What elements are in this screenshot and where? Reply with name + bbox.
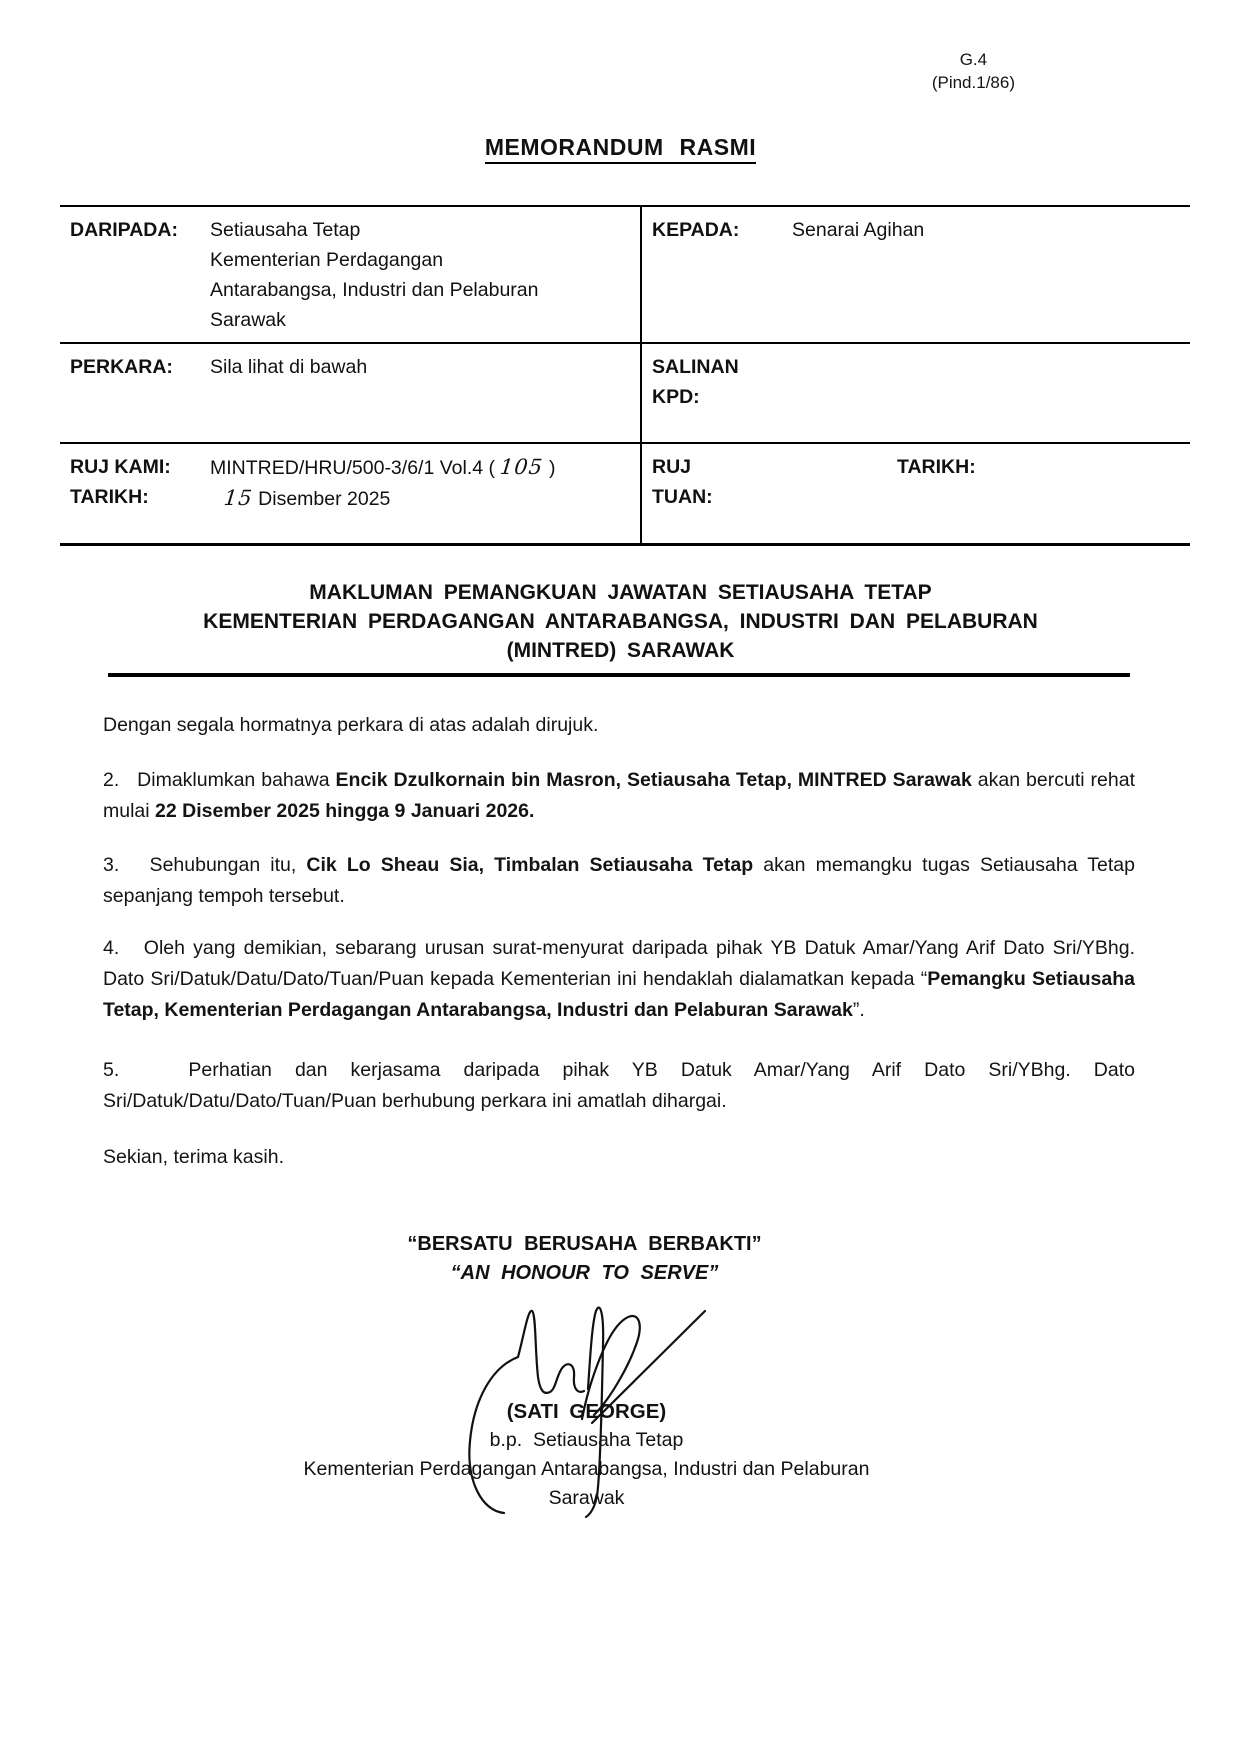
ruj-kami-label: RUJ KAMI: — [70, 456, 171, 478]
memo-title — [0, 0, 1241, 163]
kepada-value: Senarai Agihan — [792, 219, 925, 241]
perkara-value: Sila lihat di bawah — [210, 356, 368, 378]
daripada-line-4: Sarawak — [210, 309, 286, 331]
cell-ruj-kami-tarikh — [60, 444, 640, 543]
cell-ruj-tuan-tarikh — [640, 444, 1190, 543]
signature-text — [0, 1397, 1207, 1513]
daripada-line-1: Setiausaha Tetap — [210, 219, 361, 241]
paragraph-4 — [103, 933, 1135, 1026]
signature-block — [0, 1397, 1241, 1513]
salinan-label — [652, 352, 739, 412]
ruj-tuan-wrap — [652, 452, 1184, 512]
ruj-tuan-label-line2: TUAN: — [652, 486, 713, 508]
para3-seg1: 3. Sehubungan itu, — [103, 853, 307, 876]
daripada-value — [210, 215, 538, 335]
para3-seg3: akan memangku tugas Setiausaha Tetap sepanjang tempoh tersebut. — [103, 853, 1135, 907]
paragraph-5: 5. Perhatian dan kerjasama daripada pihak YB Datuk Amar/Yang Arif Dato Sri/YBhg. Dato Sri/Datuk/Datu/Dato/Tuan/Puan berhubung perkara ini amatlah dihargai. — [103, 1058, 1135, 1112]
subject-underline — [108, 673, 1130, 677]
ruj-kami-value-suffix: ) — [543, 457, 556, 479]
ruj-kami-value — [210, 452, 555, 483]
para2-seg3: akan bercuti rehat mulai — [103, 768, 1136, 822]
tarikh-kami-value — [210, 483, 555, 514]
ruj-tuan-label-line1: RUJ — [652, 456, 692, 478]
salinan-label-line2: KPD: — [652, 386, 700, 408]
cell-kepada — [640, 207, 1190, 344]
form-code — [932, 48, 1015, 94]
memo-body — [0, 710, 1241, 1173]
para4-seg1: 4. Oleh yang demikian, sebarang urusan surat-menyurat daripada pihak YB Datuk Amar/Yang Arif Dato Sri/YBhg. Dato Sri/Datuk/Datu/Dato/Tuan/Puan kepada Kementerian ini hendaklah dialamatkan kepada “ — [103, 936, 1135, 990]
form-code-revision: (Pind.1/86) — [931, 73, 1015, 92]
slogan-line-1: “BERSATU BERUSAHA BERBAKTI” — [407, 1232, 762, 1255]
perkara-label: PERKARA: — [70, 356, 173, 378]
para2-seg4-bold: 22 Disember 2025 hingga 9 Januari 2026. — [155, 799, 535, 822]
para2-seg2-bold: Encik Dzulkornain bin Masron, Setiausaha Tetap, MINTRED Sarawak — [335, 768, 972, 791]
daripada-label: DARIPADA: — [70, 219, 178, 241]
subject-line-2: KEMENTERIAN PERDAGANGAN ANTARABANGSA, INDUSTRI DAN PELABURAN — [203, 610, 1038, 633]
tarikh-tuan-label: TARIKH: — [897, 456, 976, 478]
para4-seg3: ”. — [852, 998, 865, 1021]
signatory-name: (SATI GEORGE) — [506, 1399, 667, 1423]
tarikh-kami-label: TARIKH: — [70, 486, 149, 508]
subject-heading — [0, 578, 1241, 665]
paragraph-3 — [103, 850, 1135, 912]
tarikh-kami-value-rest: Disember 2025 — [252, 488, 391, 510]
salinan-label-line1: SALINAN — [652, 356, 739, 378]
signature-org-line: Kementerian Perdagangan Antarabangsa, Industri dan Pelaburan — [303, 1457, 870, 1480]
cell-perkara — [60, 344, 640, 444]
ruj-kami-values — [210, 452, 555, 514]
para4-seg2-bold: Pemangku Setiausaha Tetap, Kementerian Perdagangan Antarabangsa, Industri dan Pelaburan Sarawak — [103, 967, 1135, 1021]
subject-line-3: (MINTRED) SARAWAK — [506, 639, 735, 662]
kepada-label: KEPADA: — [652, 219, 740, 241]
cell-daripada — [60, 207, 640, 344]
signature-pp-line: b.p. Setiausaha Tetap — [489, 1428, 684, 1451]
closing-line: Sekian, terima kasih. — [103, 1145, 284, 1168]
daripada-line-2: Kementerian Perdagangan — [210, 249, 444, 271]
tarikh-kami-handwritten-day: 15 — [222, 486, 254, 510]
signature-org-line2: Sarawak — [548, 1486, 625, 1509]
header-table — [60, 205, 1190, 546]
paragraph-2 — [103, 765, 1135, 827]
para2-seg1: 2. Dimaklumkan bahawa — [103, 768, 336, 791]
slogan-block — [0, 1230, 1241, 1288]
ruj-kami-value-prefix: MINTRED/HRU/500-3/6/1 Vol.4 ( — [210, 457, 501, 479]
memo-title-text: MEMORANDUM RASMI — [485, 134, 756, 164]
form-code-number: G.4 — [959, 50, 988, 69]
ruj-kami-labels — [70, 452, 210, 512]
ruj-kami-handwritten-number: 105 — [499, 455, 545, 479]
para3-seg2-bold: Cik Lo Sheau Sia, Timbalan Setiausaha Tetap — [306, 853, 754, 876]
daripada-line-3: Antarabangsa, Industri dan Pelaburan — [210, 279, 539, 301]
slogan-line-2: “AN HONOUR TO SERVE” — [450, 1261, 719, 1284]
subject-line-1: MAKLUMAN PEMANGKUAN JAWATAN SETIAUSAHA TETAP — [309, 581, 932, 604]
paragraph-1: Dengan segala hormatnya perkara di atas adalah dirujuk. — [103, 713, 599, 736]
ruj-tuan-label — [652, 452, 897, 512]
cell-salinan-kpd — [640, 344, 1190, 444]
